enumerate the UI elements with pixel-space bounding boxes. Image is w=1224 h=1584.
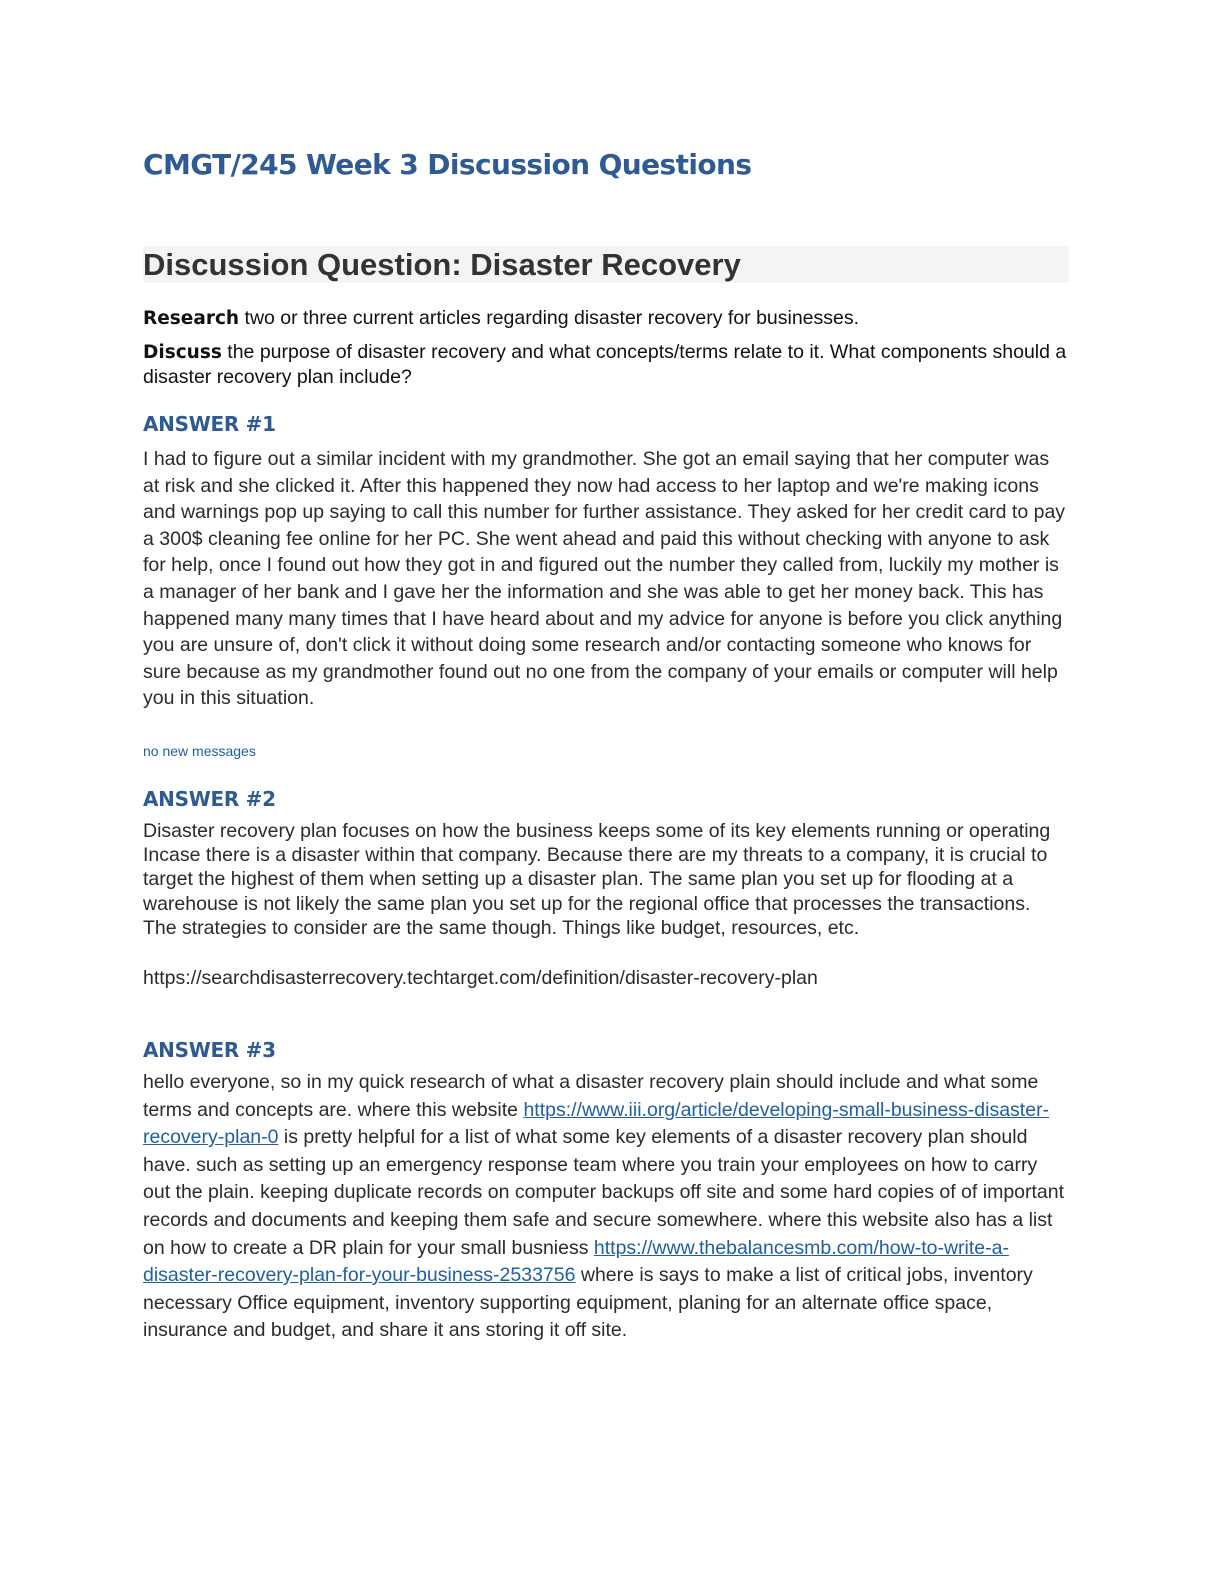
research-label: Research — [143, 308, 240, 329]
document-title: CMGT/245 Week 3 Discussion Questions — [143, 148, 752, 181]
research-prompt — [143, 306, 1069, 331]
answer-3-text-part-3: where is says to make a list of critical jobs, inventory necessary Office equipment, inventory supporting equipment, planing for an alternate office space, insurance and budget, and share it ans storing it off site. — [143, 1264, 1033, 1342]
discuss-label: Discuss — [143, 342, 222, 363]
research-text: two or three current articles regarding disaster recovery for businesses. — [239, 307, 860, 329]
discuss-text: the purpose of disaster recovery and what concepts/terms relate to it. What components should a disaster recovery plan include? — [143, 341, 1067, 388]
no-new-messages-link[interactable]: no new messages — [143, 743, 256, 759]
thebalancesmb-article-link[interactable]: https://www.thebalancesmb.com/how-to-write-a-disaster-recovery-plan-for-your-business-2533756 — [143, 1236, 1009, 1287]
answer-2-reference-url: https://searchdisasterrecovery.techtarget.com/definition/disaster-recovery-plan — [143, 967, 818, 989]
answer-3-body — [143, 1069, 1069, 1345]
answer-1-body: I had to figure out a similar incident with my grandmother. She got an email saying that her computer was at risk and she clicked it. After this happened they now had access to her laptop and we're making icons and warnings pop up saying to call this number for further assistance. They asked for her credit card to pay a 300$ cleaning fee online for her PC. She went ahead and paid this without checking with anyone to ask for help, once I found out how they got in and figured out the number they called from, luckily my mother is a manager of her bank and I gave her the information and she was able to get her money back. This has happened many many times that I have heard about and my advice for anyone is before you click anything you are unsure of, don't click it without doing some research and/or contacting someone who knows for sure because as my grandmother found out no one from the company of your emails or computer will help you in this situation. — [143, 448, 1066, 710]
discussion-question-heading: Discussion Question: Disaster Recovery — [143, 246, 1069, 283]
iii-org-article-link[interactable]: https://www.iii.org/article/developing-small-business-disaster-recovery-plan-0 — [143, 1098, 1050, 1149]
answer-2-heading: ANSWER #2 — [143, 787, 276, 811]
answer-1-heading: ANSWER #1 — [143, 412, 276, 436]
answer-2-body: Disaster recovery plan focuses on how the business keeps some of its key elements running or operating Incase there is a disaster within that company. Because there are my threats to a company, it is crucial to target the highest of them when setting up a disaster plan. The same plan you set up for flooding at a warehouse is not likely the same plan you set up for the regional office that processes the transactions. The strategies to consider are the same though. Things like budget, resources, etc. — [143, 820, 1051, 939]
answer-3-text-part-1: hello everyone, so in my quick research of what a disaster recovery plain should include and what some terms and concepts are. where this website — [143, 1071, 1039, 1121]
answer-3-heading: ANSWER #3 — [143, 1038, 276, 1062]
discuss-prompt — [143, 340, 1069, 389]
answer-3-text-part-2: is pretty helpful for a list of what some key elements of a disaster recovery plan should have. such as setting up an emergency response team where you train your employees on how to carry out the plain. keeping duplicate records on computer backups off site and some hard copies of of important records and documents and keeping them safe and secure somewhere. where this website also has a list on how to create a DR plain for your small busniess — [143, 1126, 1065, 1259]
